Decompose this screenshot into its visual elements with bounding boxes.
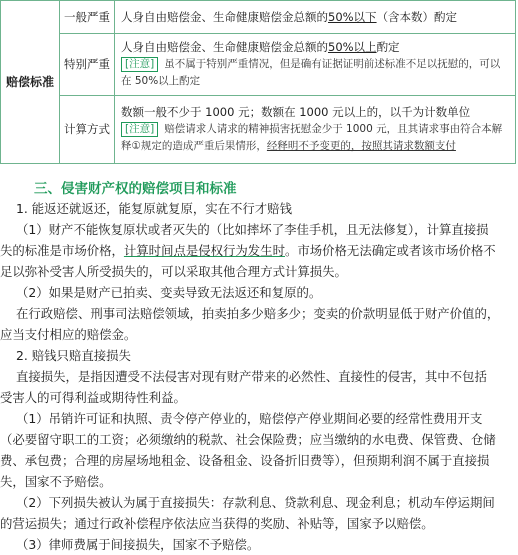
row-text-severe: 人身自由赔偿金、生命健康赔偿金总额的50%以上酌定 [注意] 虽不属于特别严重情况，但是确有证据证明前述标准不足以抚慰的，可以在 50%以上酌定 <box>115 34 516 96</box>
row-text-calc: 数额一般不少于 1000 元；数额在 1000 元以上的，以千为计数单位 [注意] 赔偿请求人请求的精神损害抚慰金少于 1000 元，且其请求事由符合本解释①规定的造成严重后果情形，经释明不予变更的，按照其请求数额支付 <box>115 96 516 164</box>
note-tag: [注意] <box>121 122 158 137</box>
section-title: 三、侵害财产权的赔偿项目和标准 <box>34 181 237 197</box>
paragraph: （必要留守职工的工资；必须缴纳的税款、社会保险费；应当缴纳的水电费、保管费、仓储 <box>0 432 496 447</box>
paragraph: （2）下列损失被认为属于直接损失：存款利息、贷款利息、现金利息；机动车停运期间 <box>16 495 495 510</box>
paragraph: 费、承包费；合理的房屋场地租金、设备租金、设备折旧费等），但预期利润不属于直接损 <box>0 453 490 468</box>
paragraph: 受害人的可得利益或期待性利益。 <box>0 390 186 405</box>
row-text-general: 人身自由赔偿金、生命健康赔偿金总额的50%以下（含本数）酌定 <box>115 1 516 34</box>
paragraph: （3）律师费属于间接损失，国家不予赔偿。 <box>16 537 260 552</box>
paragraph: 应当支付相应的赔偿金。 <box>0 327 137 342</box>
paragraph: 足以弥补受害人所受损失的，可以采取其他合理方式计算损失。 <box>0 264 347 279</box>
paragraph: （1）吊销许可证和执照、责令停产停业的，赔偿停产停业期间必要的经常性费用开支 <box>16 411 483 426</box>
paragraph: 直接损失，是指因遭受不法侵害对现有财产带来的必然性、直接性的侵害，其中不包括 <box>16 369 487 384</box>
paragraph: 失，国家不予赔偿。 <box>0 474 112 489</box>
compensation-standard-table <box>0 0 516 164</box>
note-tag: [注意] <box>121 57 158 72</box>
paragraph: 在行政赔偿、刑事司法赔偿领域，拍卖拍多少赔多少；变卖的价款明显低于财产价值的， <box>16 306 500 321</box>
row-label-severe: 特别严重 <box>60 34 115 96</box>
paragraph: 1. 能返还就返还，能复原就复原，实在不行才赔钱 <box>16 201 292 216</box>
paragraph: 2. 赔钱只赔直接损失 <box>16 348 131 363</box>
paragraph: 失的标准是市场价格，计算时间点是侵权行为发生时。市场价格无法确定或者该市场价格不 <box>0 243 496 258</box>
paragraph: （1）财产不能恢复原状或者灭失的（比如摔坏了李佳手机，且无法修复），计算直接损 <box>16 222 489 237</box>
row-label-general: 一般严重 <box>60 1 115 34</box>
paragraph: 的营运损失；通过行政补偿程序依法应当获得的奖励、补贴等，国家予以赔偿。 <box>0 516 434 531</box>
body-text <box>0 198 516 555</box>
paragraph: （2）如果是财产已拍卖、变卖导致无法返还和复原的。 <box>16 285 322 300</box>
row-label-calc: 计算方式 <box>60 96 115 164</box>
table-category: 赔偿标准 <box>1 1 60 164</box>
